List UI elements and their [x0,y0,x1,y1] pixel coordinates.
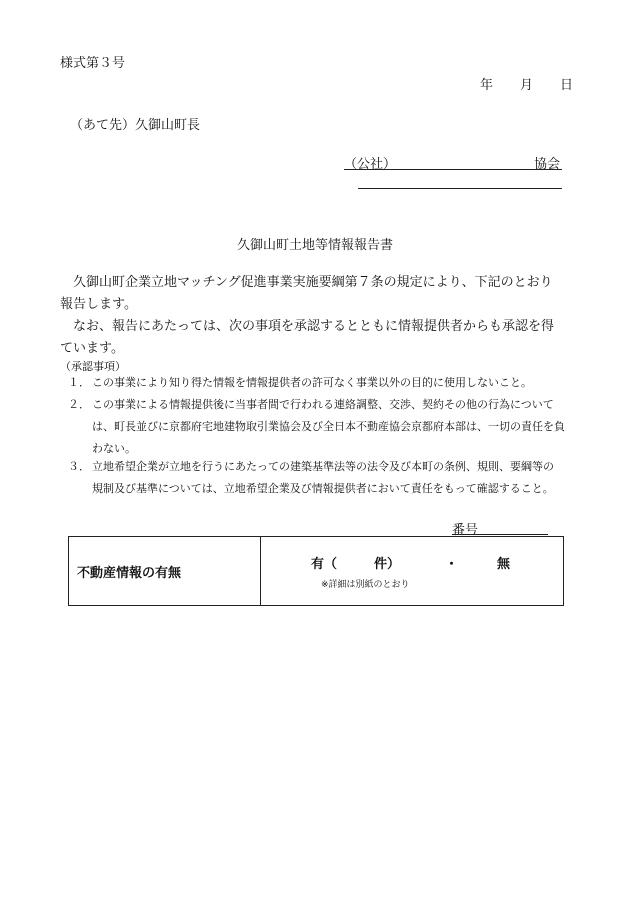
no-option: 無 [497,557,511,572]
representative-underline [358,188,562,189]
number-label: 番号 [452,523,479,538]
approval-item-text: わない。 [92,442,136,455]
approval-item-text: 規制及び基準については、立地希望企業及び情報提供者において責任をもって確認すること。 [92,482,554,495]
table-label-cell [69,537,261,606]
addressee: （あて先）久御山町長 [70,118,201,133]
details-note: ※詳細は別紙のとおり [321,580,410,590]
org-name-underline [344,169,562,170]
date-day-label: 日 [560,78,574,93]
date-year-label: 年 [480,78,494,93]
real-estate-info-label: 不動産情報の有無 [77,565,182,581]
approval-item-number: ２． [68,398,90,411]
date-month-label: 月 [520,78,534,93]
approval-item-text: 立地希望企業が立地を行うにあたっての建築基準法等の法令及び本町の条例、規則、要綱等の [92,460,554,473]
approval-heading: （承認事項） [60,360,126,373]
approval-item-text: は、町長並びに京都府宅地建物取引業協会及び全日本不動産協会京都府本部は、一切の責任を負 [92,420,565,433]
separator-dot: ・ [445,557,459,572]
yes-prefix: 有（ [311,557,338,572]
approval-item-number: １． [68,376,90,389]
approval-item-text: この事業による情報提供後に当事者間で行われる連絡調整、交渉、契約その他の行為について [92,398,554,411]
yes-suffix: 件） [374,557,401,572]
body-paragraph-2-line-1: なお、報告にあたっては、次の事項を承認するとともに情報提供者からも承認を得 [73,319,555,334]
table-value-cell [261,537,564,606]
document-title: 久御山町土地等情報報告書 [236,238,393,253]
form-number: 様式第３号 [60,56,126,71]
body-paragraph-1 [60,272,580,316]
approval-item-number: ３． [68,460,90,473]
org-suffix: 協会 [534,157,561,172]
approval-item-text: この事業により知り得た情報を情報提供者の許可なく事業以外の目的に使用しないこと。 [92,376,532,389]
body-paragraph-2-line-2: ています。 [60,341,124,356]
number-underline [452,534,548,535]
approval-item-1 [62,372,582,394]
body-paragraph-1-line-1: 久御山町企業立地マッチング促進事業実施要綱第７条の規定により、下記のとおり [73,275,553,290]
body-paragraph-2 [60,316,580,360]
real-estate-info-table [68,536,564,606]
approval-item-3 [62,456,582,500]
body-paragraph-1-line-2: 報告します。 [60,297,137,312]
table-row [69,537,564,606]
approval-item-2 [62,394,582,460]
org-prefix: （公社） [344,157,397,172]
